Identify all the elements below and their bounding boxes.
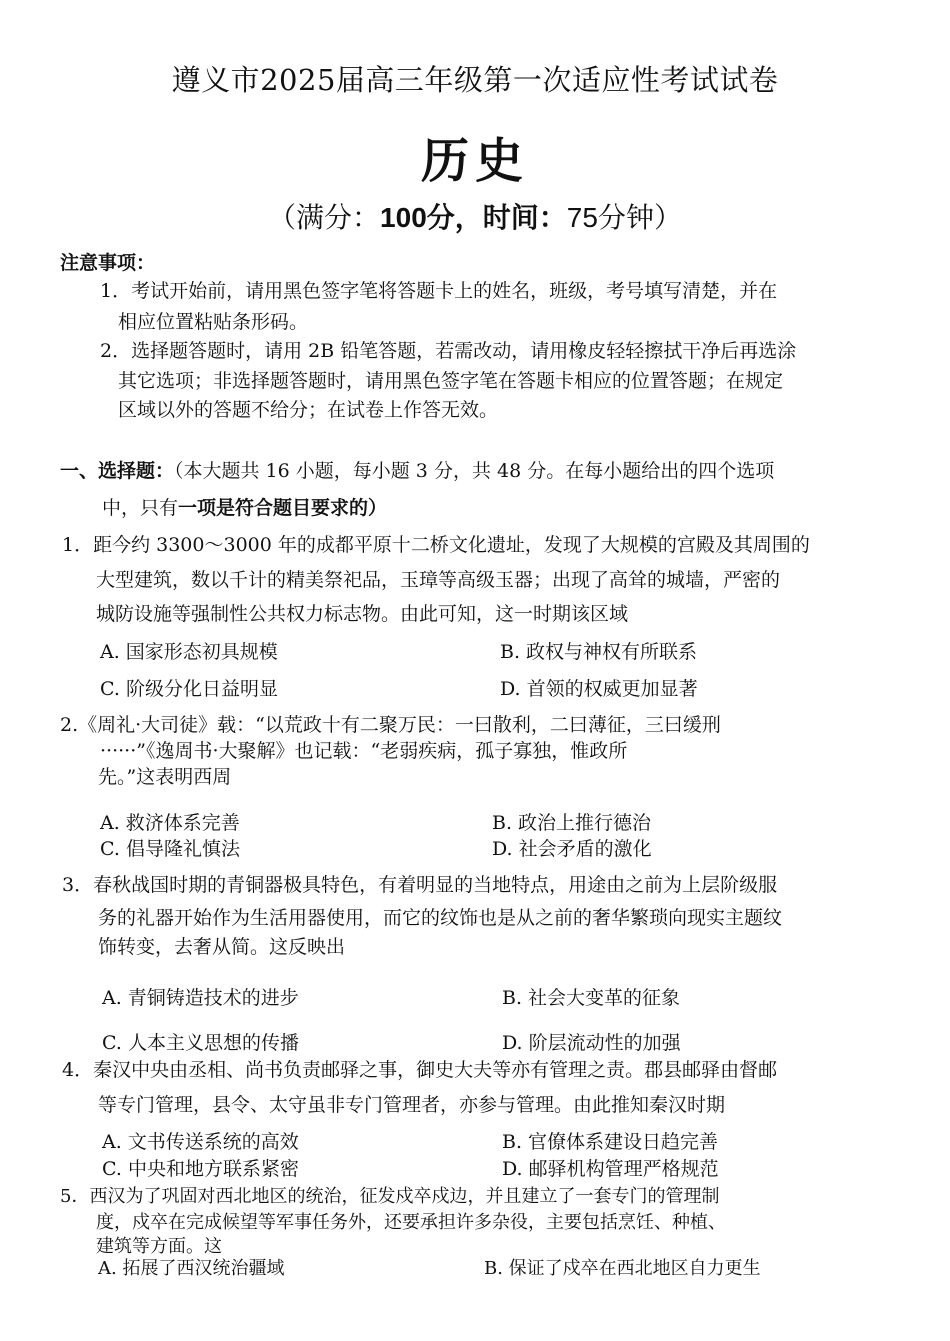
q4-option-a[interactable]: A. 文书传送系统的高效	[102, 1131, 299, 1153]
q5-option-a[interactable]: A. 拓展了西汉统治疆域	[98, 1258, 285, 1279]
notice-item-2-line-1: 2．选择题答题时，请用 2B 铅笔答题，若需改动，请用橡皮轻轻擦拭干净后再选涂	[100, 340, 797, 362]
q5-line-1: 5．西汉为了巩固对西北地区的统治，征发戍卒戍边，并且建立了一套专门的管理制	[60, 1186, 720, 1207]
q1-option-c[interactable]: C. 阶级分化日益明显	[100, 678, 278, 700]
q3-option-b[interactable]: B. 社会大变革的征象	[502, 987, 681, 1009]
q1-option-d[interactable]: D. 首领的权威更加显著	[500, 678, 698, 700]
q1-option-a[interactable]: A. 国家形态初具规模	[100, 641, 278, 663]
time-value: 75	[566, 202, 598, 233]
q2-line-3: 先。”这表明西周	[98, 766, 232, 788]
notice-item-1-line-1: 1．考试开始前，请用黑色签字笔将答题卡上的姓名，班级，考号填写清楚，并在	[100, 280, 778, 302]
q1-option-b[interactable]: B. 政权与神权有所联系	[500, 641, 698, 663]
score-time-line	[0, 196, 950, 236]
q5-line-2: 度，戍卒在完成候望等军事任务外，还要承担许多杂役，主要包括烹饪、种植、	[96, 1212, 726, 1233]
notice-item-2-line-3: 区域以外的答题不给分；在试卷上作答无效。	[118, 399, 499, 421]
q4-option-c[interactable]: C. 中央和地方联系紧密	[102, 1158, 299, 1180]
exam-title: 遵义市2025届高三年级第一次适应性考试试卷	[171, 63, 779, 97]
q1-line-1: 1．距今约 3300～3000 年的成都平原十二桥文化遗址，发现了大规模的宫殿及其周围的	[62, 534, 810, 556]
notice-item-1-line-2: 相应位置粘贴条形码。	[118, 311, 309, 333]
q3-line-3: 饰转变，去奢从简。这反映出	[98, 936, 346, 958]
q4-line-1: 4．秦汉中央由丞相、尚书负责邮驿之事，御史大夫等亦有管理之责。郡县邮驿由督邮	[62, 1059, 778, 1081]
score-prefix: （满分：	[268, 201, 381, 234]
q3-line-1: 3．春秋战国时期的青铜器极具特色，有着明显的当地特点，用途由之前为上层阶级服	[62, 874, 778, 896]
section-heading-line-1	[60, 456, 774, 486]
q2-option-d[interactable]: D. 社会矛盾的激化	[492, 838, 652, 860]
notice-heading: 注意事项：	[60, 252, 156, 274]
q3-line-2: 务的礼器开始作为生活用器使用，而它的纹饰也是从之前的奢华繁琐向现实主题纹	[98, 907, 783, 929]
q2-line-2: ······”《逸周书·大聚解》也记载：“老弱疾病，孤子寡独，惟政所	[100, 740, 628, 762]
q5-option-b[interactable]: B. 保证了戍卒在西北地区自力更生	[484, 1258, 761, 1279]
score-mid: 分，时间：	[426, 202, 567, 233]
q3-option-a[interactable]: A. 青铜铸造技术的进步	[102, 987, 299, 1009]
section-desc-2-bold: 一项是符合题目要求的）	[178, 497, 388, 519]
q4-option-d[interactable]: D. 邮驿机构管理严格规范	[502, 1158, 719, 1180]
score-suffix: 分钟）	[597, 201, 682, 234]
q2-option-a[interactable]: A. 救济体系完善	[100, 812, 240, 834]
section-desc-2-plain: 中，只有	[102, 497, 179, 519]
section-heading-line-2	[102, 493, 387, 523]
q3-option-d[interactable]: D. 阶层流动性的加强	[502, 1032, 681, 1054]
q4-line-2: 等专门管理，县令、太守虽非专门管理者，亦参与管理。由此推知秦汉时期	[98, 1094, 726, 1116]
q3-option-c[interactable]: C. 人本主义思想的传播	[102, 1032, 299, 1054]
q5-line-3: 建筑等方面。这	[96, 1236, 222, 1257]
q2-option-b[interactable]: B. 政治上推行德治	[492, 812, 652, 834]
q2-option-c[interactable]: C. 倡导隆礼慎法	[100, 838, 240, 860]
q1-line-2: 大型建筑，数以千计的精美祭祀品，玉璋等高级玉器；出现了高耸的城墙，严密的	[96, 569, 781, 591]
q1-line-3: 城防设施等强制性公共权力标志物。由此可知，这一时期该区域	[96, 603, 629, 625]
subject-title: 历史	[420, 133, 529, 189]
q4-option-b[interactable]: B. 官僚体系建设日趋完善	[502, 1131, 719, 1153]
section-heading: 一、选择题：	[60, 460, 175, 482]
full-score-value: 100	[380, 202, 427, 233]
notice-item-2-line-2: 其它选项；非选择题答题时，请用黑色签字笔在答题卡相应的位置答题；在规定	[118, 370, 784, 392]
q2-line-1: 2.《周礼·大司徒》载：“以荒政十有二聚万民：一曰散利，二曰薄征，三曰缓刑	[60, 714, 721, 736]
section-desc-1: （本大题共 16 小题，每小题 3 分，共 48 分。在每小题给出的四个选项	[174, 460, 775, 482]
